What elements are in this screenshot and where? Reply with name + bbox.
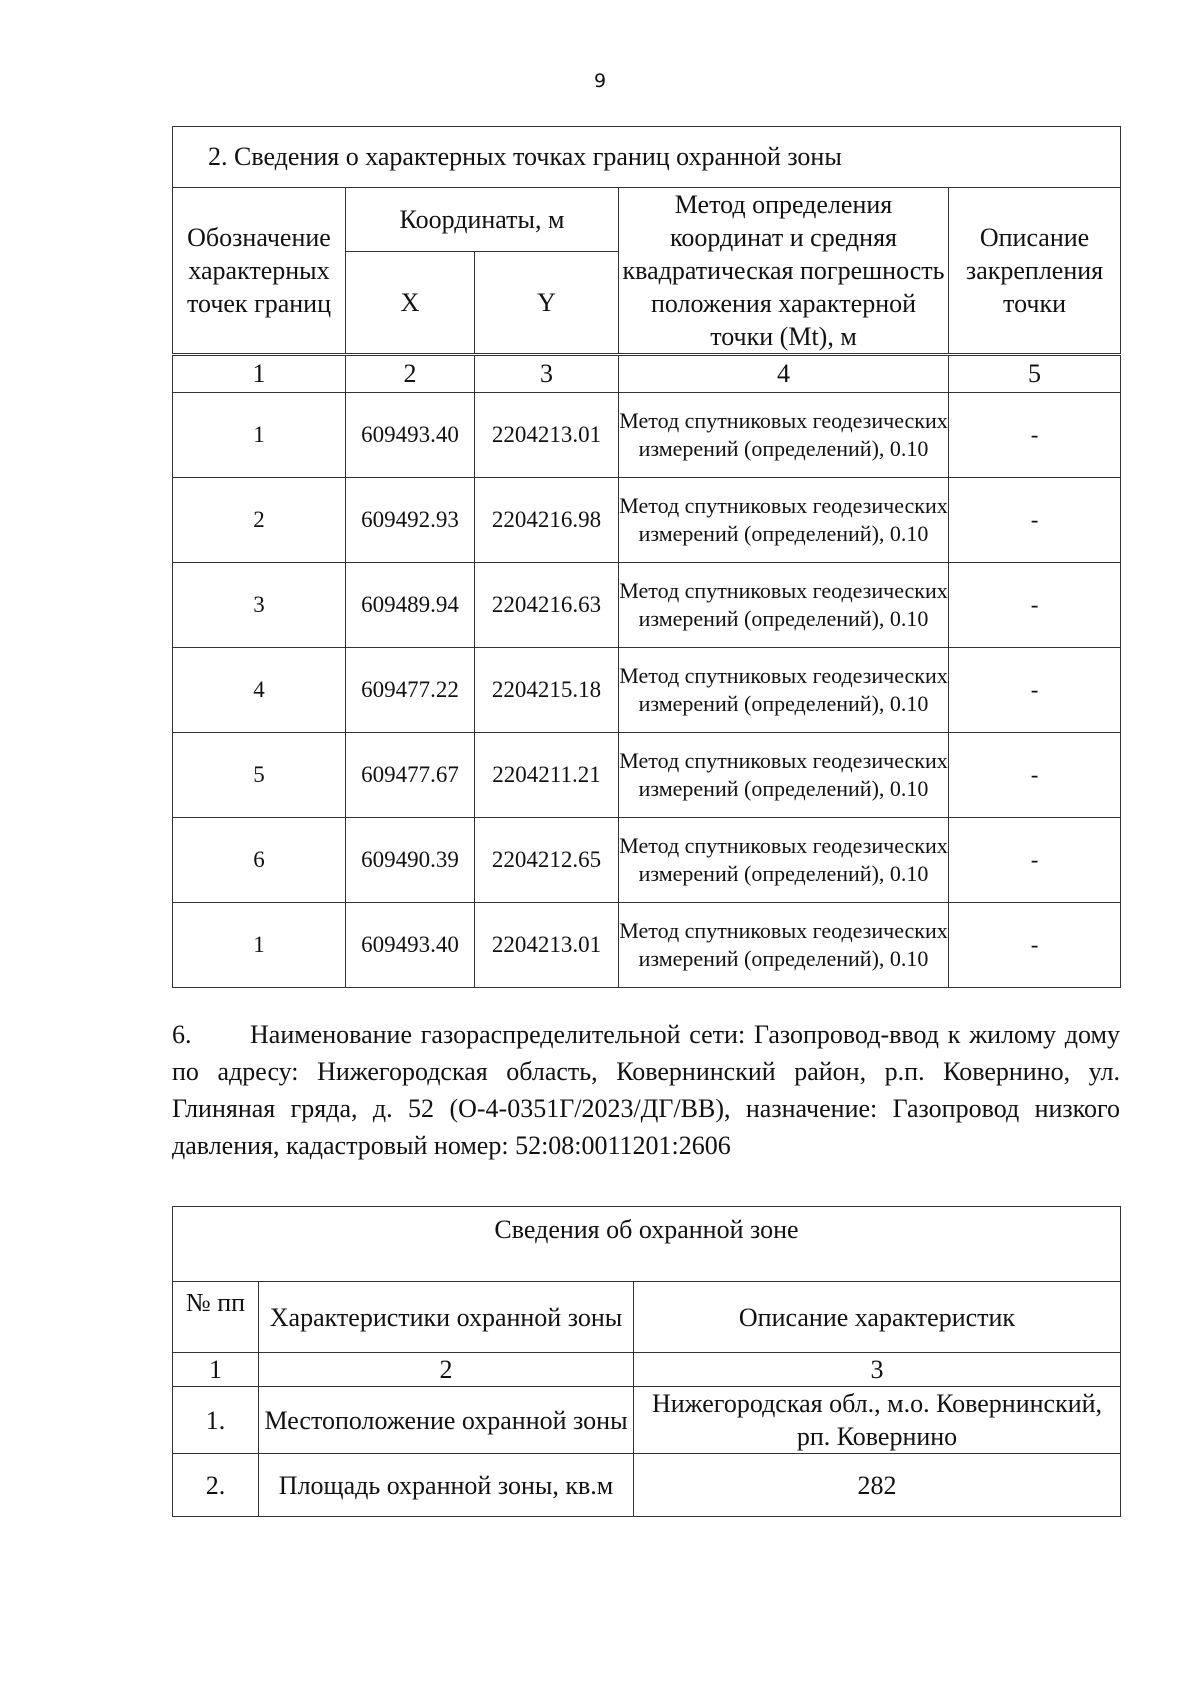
row-number: 2. bbox=[173, 1454, 259, 1517]
description-cell: Нижегородская обл., м.о. Ковернинский, рп. Ковернино bbox=[634, 1387, 1121, 1454]
boundary-points-table bbox=[172, 126, 1121, 988]
fixing-description: - bbox=[949, 818, 1121, 903]
table-row bbox=[173, 733, 1121, 818]
coord-x: 609492.93 bbox=[346, 478, 475, 563]
coord-x: 609477.22 bbox=[346, 648, 475, 733]
table-row bbox=[173, 648, 1121, 733]
table-row bbox=[173, 818, 1121, 903]
header-y: Y bbox=[475, 251, 619, 354]
coord-x: 609477.67 bbox=[346, 733, 475, 818]
table-row bbox=[173, 478, 1121, 563]
coord-y: 2204215.18 bbox=[475, 648, 619, 733]
point-number: 2 bbox=[173, 478, 346, 563]
point-number: 3 bbox=[173, 563, 346, 648]
column-number: 1 bbox=[173, 1353, 259, 1387]
column-number: 3 bbox=[475, 355, 619, 393]
header-method: Метод определения координат и средняя квадратическая погрешность положения характерной точки (Mt), м bbox=[619, 188, 949, 355]
header-num: № пп bbox=[173, 1282, 259, 1353]
coord-y: 2204211.21 bbox=[475, 733, 619, 818]
column-number: 5 bbox=[949, 355, 1121, 393]
protection-zone-table bbox=[172, 1206, 1121, 1517]
description-cell: 282 bbox=[634, 1454, 1121, 1517]
header-coordinates: Координаты, м bbox=[346, 188, 619, 252]
fixing-description: - bbox=[949, 393, 1121, 478]
table-row bbox=[173, 903, 1121, 988]
header-description: Описание закрепления точки bbox=[949, 188, 1121, 355]
row-number: 1. bbox=[173, 1387, 259, 1454]
column-number: 3 bbox=[634, 1353, 1121, 1387]
network-description-paragraph bbox=[172, 1016, 1120, 1164]
point-number: 5 bbox=[173, 733, 346, 818]
method-cell: Метод спутниковых геодезических измерений (определений), 0.10 bbox=[619, 648, 949, 733]
coord-y: 2204213.01 bbox=[475, 903, 619, 988]
characteristic-cell: Местоположение охранной зоны bbox=[259, 1387, 634, 1454]
fixing-description: - bbox=[949, 563, 1121, 648]
method-cell: Метод спутниковых геодезических измерений (определений), 0.10 bbox=[619, 393, 949, 478]
coord-y: 2204212.65 bbox=[475, 818, 619, 903]
paragraph-number: 6. bbox=[172, 1020, 192, 1049]
coord-y: 2204216.63 bbox=[475, 563, 619, 648]
point-number: 1 bbox=[173, 903, 346, 988]
page-number: 9 bbox=[593, 70, 607, 92]
point-number: 6 bbox=[173, 818, 346, 903]
header-characteristic: Характеристики охранной зоны bbox=[259, 1282, 634, 1353]
coord-x: 609490.39 bbox=[346, 818, 475, 903]
coord-x: 609493.40 bbox=[346, 903, 475, 988]
coord-x: 609493.40 bbox=[346, 393, 475, 478]
table-row bbox=[173, 393, 1121, 478]
method-cell: Метод спутниковых геодезических измерений (определений), 0.10 bbox=[619, 903, 949, 988]
characteristic-cell: Площадь охранной зоны, кв.м bbox=[259, 1454, 634, 1517]
header-x: X bbox=[346, 251, 475, 354]
column-number: 4 bbox=[619, 355, 949, 393]
column-number: 2 bbox=[346, 355, 475, 393]
coord-y: 2204213.01 bbox=[475, 393, 619, 478]
paragraph-text: Наименование газораспределительной сети: Газопровод-ввод к жилому дому по адресу: Нижегородская область, Ковернинский район, р.п. Ковернино, ул. Глиняная гряда, д. 52 (О-4-0351Г/2023/ДГ/ВВ), назначение: Газопровод низкого давления, кадастровый номер: 52:08:0011201:2606 bbox=[172, 1020, 1120, 1160]
table-row bbox=[173, 563, 1121, 648]
table-row bbox=[173, 1454, 1121, 1517]
fixing-description: - bbox=[949, 733, 1121, 818]
fixing-description: - bbox=[949, 478, 1121, 563]
method-cell: Метод спутниковых геодезических измерений (определений), 0.10 bbox=[619, 733, 949, 818]
column-number: 1 bbox=[173, 355, 346, 393]
point-number: 4 bbox=[173, 648, 346, 733]
method-cell: Метод спутниковых геодезических измерений (определений), 0.10 bbox=[619, 818, 949, 903]
fixing-description: - bbox=[949, 903, 1121, 988]
point-number: 1 bbox=[173, 393, 346, 478]
table-row bbox=[173, 1387, 1121, 1454]
column-number: 2 bbox=[259, 1353, 634, 1387]
header-designation: Обозначение характерных точек границ bbox=[173, 188, 346, 355]
method-cell: Метод спутниковых геодезических измерений (определений), 0.10 bbox=[619, 563, 949, 648]
coord-x: 609489.94 bbox=[346, 563, 475, 648]
header-description: Описание характеристик bbox=[634, 1282, 1121, 1353]
table-caption: 2. Сведения о характерных точках границ охранной зоны bbox=[173, 127, 1121, 188]
method-cell: Метод спутниковых геодезических измерений (определений), 0.10 bbox=[619, 478, 949, 563]
table-caption: Сведения об охранной зоне bbox=[173, 1207, 1121, 1282]
coord-y: 2204216.98 bbox=[475, 478, 619, 563]
fixing-description: - bbox=[949, 648, 1121, 733]
